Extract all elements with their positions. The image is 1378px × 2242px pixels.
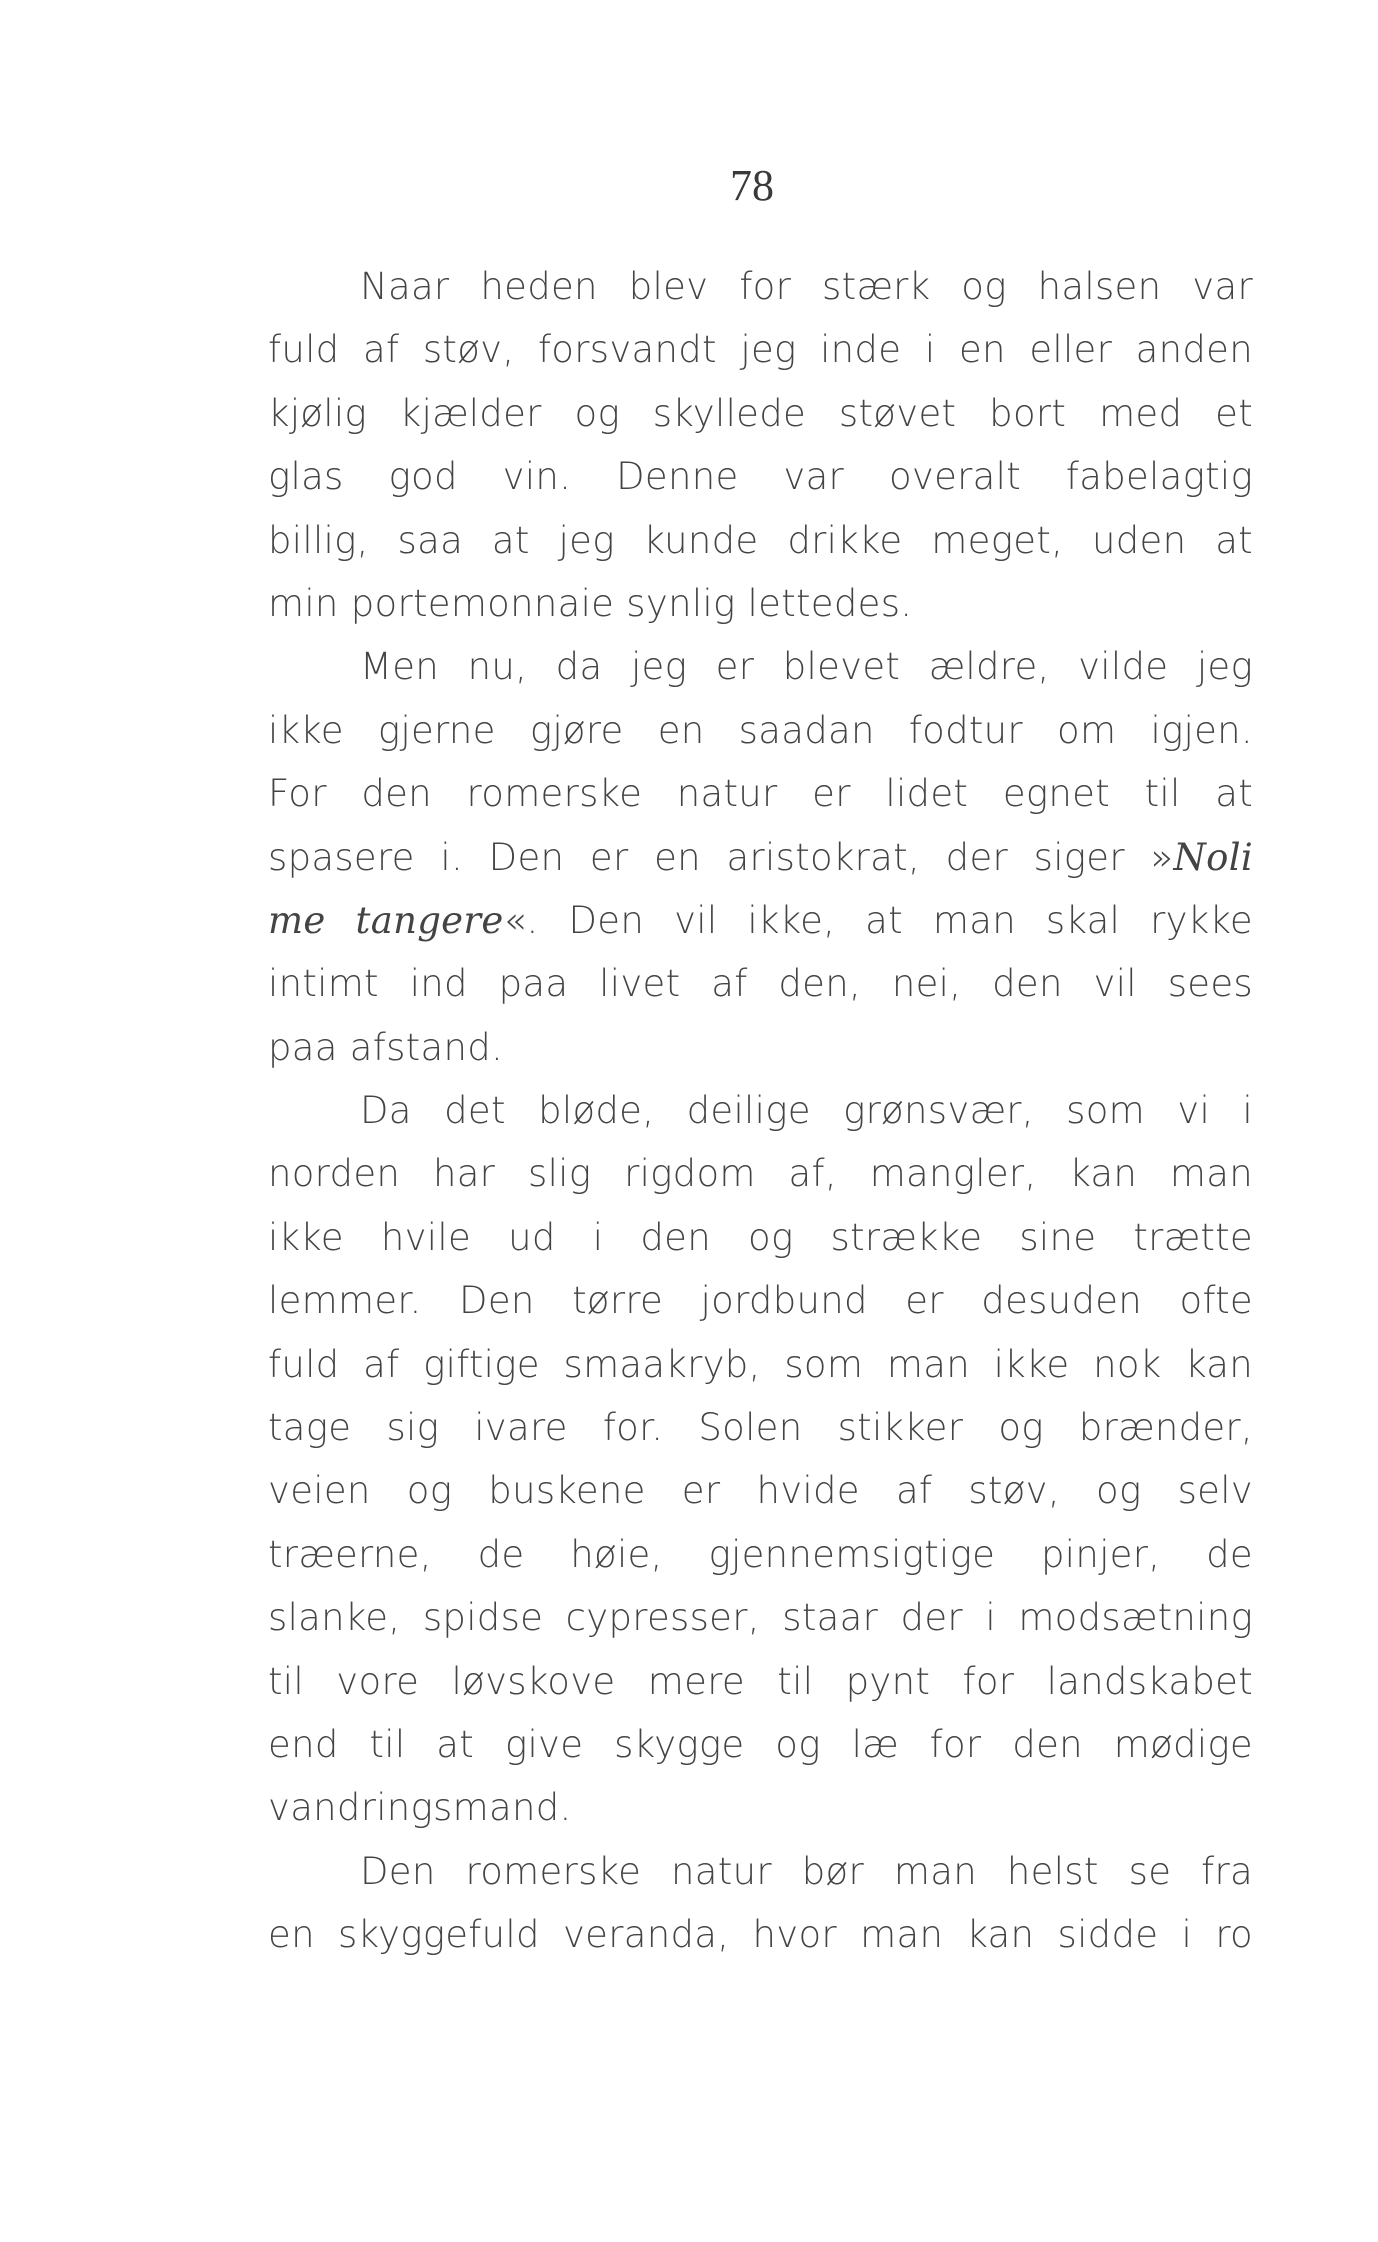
text-line-7: Men nu, da jeg er blevet ældre, vilde jeg [360, 645, 1253, 689]
text-line-2: fuld af støv, forsvandt jeg inde i en eller anden [268, 328, 1253, 372]
text-line-13: paa afstand. [268, 1025, 504, 1069]
text-line-14: Da det bløde, deilige grønsvær, som vi i [360, 1089, 1253, 1133]
text-line-10 [268, 826, 1253, 889]
text-line-23: til vore løvskove mere til pynt for landskabet [268, 1659, 1253, 1703]
text-line-10-roman: spasere i. Den er en aristokrat, der siger » [268, 835, 1174, 879]
page-number: 78 [730, 161, 774, 210]
body-text [268, 255, 1253, 1967]
text-line-18: fuld af giftige smaakryb, som man ikke nok kan [268, 1342, 1253, 1386]
text-line-26: Den romerske natur bør man helst se fra [360, 1849, 1253, 1893]
text-line-10-italic: Noli [1173, 835, 1253, 879]
text-line-24: end til at give skygge og læ for den mødige [268, 1722, 1253, 1766]
text-line-11 [268, 889, 1253, 952]
text-line-20: veien og buskene er hvide af støv, og selv [268, 1469, 1253, 1513]
text-line-6: min portemonnaie synlig lettedes. [268, 581, 913, 625]
text-line-9: For den romerske natur er lidet egnet til at [268, 772, 1253, 816]
text-line-15: norden har slig rigdom af, mangler, kan man [268, 1152, 1253, 1196]
text-line-19: tage sig ivare for. Solen stikker og brænder, [268, 1406, 1253, 1450]
text-line-1: Naar heden blev for stærk og halsen var [360, 265, 1253, 308]
text-line-8: ikke gjerne gjøre en saadan fodtur om igjen. [268, 708, 1253, 752]
text-line-17: lemmer. Den tørre jordbund er desuden ofte [268, 1279, 1253, 1323]
text-line-22: slanke, spidse cypresser, staar der i modsætning [268, 1596, 1253, 1640]
text-line-27: en skyggefuld veranda, hvor man kan sidde i ro [268, 1913, 1253, 1957]
text-line-16: ikke hvile ud i den og strække sine trætte [268, 1215, 1253, 1259]
text-line-5: billig, saa at jeg kunde drikke meget, uden at [268, 518, 1253, 562]
text-line-3: kjølig kjælder og skyllede støvet bort med et [268, 391, 1253, 435]
text-line-12: intimt ind paa livet af den, nei, den vil sees [268, 962, 1253, 1006]
text-line-21: træerne, de høie, gjennemsigtige pinjer, de [268, 1532, 1253, 1576]
text-line-4: glas god vin. Denne var overalt fabelagtig [268, 455, 1253, 499]
text-line-11-roman: «. Den vil ikke, at man skal rykke [503, 898, 1253, 942]
text-line-25: vandringsmand. [268, 1786, 572, 1830]
text-line-11-italic: me tangere [268, 898, 504, 942]
